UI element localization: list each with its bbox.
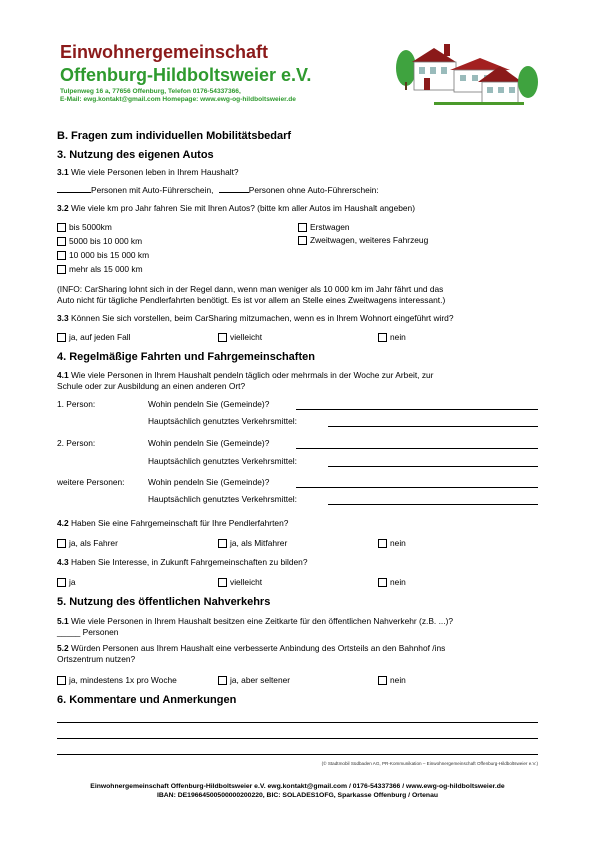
q42-option-passenger[interactable]: ja, als Mitfahrer xyxy=(218,538,287,549)
further-where-label: Wohin pendeln Sie (Gemeinde)? xyxy=(148,477,270,487)
checkbox[interactable] xyxy=(218,539,227,548)
checkbox[interactable] xyxy=(57,251,66,260)
contact-line1: Tulpenweg 16 a, 77656 Offenburg, Telefon 0176-54337366, xyxy=(60,88,241,95)
further-where-field[interactable] xyxy=(296,487,538,488)
village-houses-trees-logo xyxy=(394,42,540,108)
question-text: Wie viele km pro Jahr fahren Sie mit Ihren Autos? (bitte km aller Autos im Haushalt angeben) xyxy=(70,203,415,213)
checkbox[interactable] xyxy=(57,333,66,342)
org-name-line1: Einwohnergemeinschaft xyxy=(60,42,269,62)
question-text: Haben Sie Interesse, in Zukunft Fahrgemeinschaften zu bilden? xyxy=(70,557,308,567)
question-number: 4.3 xyxy=(57,557,69,567)
org-name xyxy=(60,41,311,87)
question-number: 4.1 xyxy=(57,370,69,380)
comment-line-2[interactable] xyxy=(57,738,538,739)
checkbox[interactable] xyxy=(57,539,66,548)
question-number: 3.2 xyxy=(57,203,69,213)
section-5-title: 5. Nutzung des öffentlichen Nahverkehrs xyxy=(57,596,271,608)
checkbox[interactable] xyxy=(57,223,66,232)
licensed-label: Personen mit Auto-Führerschein, xyxy=(91,185,214,195)
copyright-credit: (© Stadtmobil Südbaden AG, PR-Kommunikation – Einwohnergemeinschaft Offenburg-Hildboltsweier e.V.) xyxy=(321,761,538,766)
further-persons-label: weitere Personen: xyxy=(57,477,125,487)
car-option-first[interactable]: Erstwagen xyxy=(298,222,350,233)
checkbox[interactable] xyxy=(57,237,66,246)
q33-option-maybe[interactable]: vielleicht xyxy=(218,332,262,343)
km-option-2[interactable]: 5000 bis 10 000 km xyxy=(57,236,142,247)
km-option-3[interactable]: 10 000 bis 15 000 km xyxy=(57,250,149,261)
checkbox[interactable] xyxy=(218,676,227,685)
km-option-4[interactable]: mehr als 15 000 km xyxy=(57,264,143,275)
person-2-label: 2. Person: xyxy=(57,438,96,448)
question-3-2 xyxy=(57,203,415,214)
person-2-where-field[interactable] xyxy=(296,448,538,449)
unlicensed-count-field[interactable] xyxy=(219,184,249,193)
person-2-where-label: Wohin pendeln Sie (Gemeinde)? xyxy=(148,438,270,448)
checkbox[interactable] xyxy=(378,333,387,342)
q52-option-weekly[interactable]: ja, mindestens 1x pro Woche xyxy=(57,675,177,686)
comment-line-3[interactable] xyxy=(57,754,538,755)
checkbox[interactable] xyxy=(378,676,387,685)
question-5-1: 5.1 Wie viele Personen in Ihrem Haushalt besitzen eine Zeitkarte für den öffentlichen Nahverkehr (z.B. ...)? _____ Personen xyxy=(57,616,454,637)
checkbox[interactable] xyxy=(218,333,227,342)
contact-info xyxy=(60,88,296,105)
q52-option-no[interactable]: nein xyxy=(378,675,406,686)
q42-option-no[interactable]: nein xyxy=(378,538,406,549)
org-name-line2: Offenburg-Hildboltsweier e.V. xyxy=(60,65,312,85)
section-b-title: B. Fragen zum individuellen Mobilitätsbedarf xyxy=(57,130,292,142)
question-number: 5.2 xyxy=(57,643,69,653)
q43-option-maybe[interactable]: vielleicht xyxy=(218,577,262,588)
person-1-where-label: Wohin pendeln Sie (Gemeinde)? xyxy=(148,399,270,409)
carsharing-info: (INFO: CarSharing lohnt sich in der Regel dann, wenn man weniger als 10 000 km im Jahr fährt und das Auto nicht für tägliche Pendlerfahrten benötigt. Es ist vor allem an Stelle eines Zweitwagens interessant.) xyxy=(57,284,446,305)
person-1-transport-label: Hauptsächlich genutztes Verkehrsmittel: xyxy=(148,416,297,426)
q33-option-yes[interactable]: ja, auf jeden Fall xyxy=(57,332,130,343)
section-4-title: 4. Regelmäßige Fahrten und Fahrgemeinschaften xyxy=(57,351,315,363)
question-4-3 xyxy=(57,557,307,568)
section-3-title: 3. Nutzung des eigenen Autos xyxy=(57,149,214,161)
further-transport-field[interactable] xyxy=(328,504,538,505)
q42-option-driver[interactable]: ja, als Fahrer xyxy=(57,538,118,549)
question-text: Wie viele Personen leben in Ihrem Haushalt? xyxy=(70,167,239,177)
question-3-3 xyxy=(57,313,453,324)
section-6-title: 6. Kommentare und Anmerkungen xyxy=(57,694,237,706)
further-transport-label: Hauptsächlich genutztes Verkehrsmittel: xyxy=(148,494,297,504)
question-3-1 xyxy=(57,167,239,178)
licensed-count-field[interactable] xyxy=(57,184,91,193)
person-1-transport-field[interactable] xyxy=(328,426,538,427)
person-1-where-field[interactable] xyxy=(296,409,538,410)
footer-contact: Einwohnergemeinschaft Offenburg-Hildboltsweier e.V. ewg.kontakt@gmail.com / 0176-54337366 / www.ewg-og-hildboltsweier.de xyxy=(90,783,505,790)
comment-line-1[interactable] xyxy=(57,722,538,723)
car-option-second[interactable]: Zweitwagen, weiteres Fahrzeug xyxy=(298,235,428,246)
question-4-2 xyxy=(57,518,288,529)
question-number: 5.1 xyxy=(57,616,69,626)
question-number: 3.3 xyxy=(57,313,69,323)
question-text: Haben Sie eine Fahrgemeinschaft für Ihre Pendlerfahrten? xyxy=(70,518,289,528)
footer-bank: IBAN: DE19664500500000200220, BIC: SOLADES1OFG, Sparkasse Offenburg / Ortenau xyxy=(156,792,439,799)
question-5-2: 5.2 Würden Personen aus Ihrem Haushalt eine verbesserte Anbindung des Ortsteils an den Bahnhof /ins Ortszentrum nutzen? xyxy=(57,643,446,664)
checkbox[interactable] xyxy=(378,578,387,587)
checkbox[interactable] xyxy=(298,223,307,232)
checkbox[interactable] xyxy=(298,236,307,245)
q43-option-no[interactable]: nein xyxy=(378,577,406,588)
question-text: Können Sie sich vorstellen, beim CarSharing mitzumachen, wenn es in Ihrem Wohnort eingeführt wird? xyxy=(70,313,454,323)
unlicensed-label: Personen ohne Auto-Führerschein: xyxy=(248,185,379,195)
question-number: 3.1 xyxy=(57,167,69,177)
pass-holders-answer[interactable]: _____ Personen xyxy=(57,627,119,637)
q43-option-yes[interactable]: ja xyxy=(57,577,76,588)
checkbox[interactable] xyxy=(57,578,66,587)
checkbox[interactable] xyxy=(57,676,66,685)
q33-option-no[interactable]: nein xyxy=(378,332,406,343)
person-2-transport-field[interactable] xyxy=(328,466,538,467)
question-number: 4.2 xyxy=(57,518,69,528)
contact-line2: E-Mail: ewg.kontakt@gmail.com Homepage: www.ewg-og-hildboltsweier.de xyxy=(60,96,296,104)
question-4-1: 4.1 Wie viele Personen in Ihrem Haushalt pendeln täglich oder mehrmals in der Woche zur Arbeit, zur Schule oder zur Ausbildung an einen anderen Ort? xyxy=(57,370,434,391)
household-count-row xyxy=(57,184,379,196)
person-2-transport-label: Hauptsächlich genutztes Verkehrsmittel: xyxy=(148,456,297,466)
footer xyxy=(0,782,595,800)
checkbox[interactable] xyxy=(218,578,227,587)
q52-option-rarely[interactable]: ja, aber seltener xyxy=(218,675,290,686)
person-1-label: 1. Person: xyxy=(57,399,96,409)
checkbox[interactable] xyxy=(57,265,66,274)
checkbox[interactable] xyxy=(378,539,387,548)
km-option-1[interactable]: bis 5000km xyxy=(57,222,112,233)
